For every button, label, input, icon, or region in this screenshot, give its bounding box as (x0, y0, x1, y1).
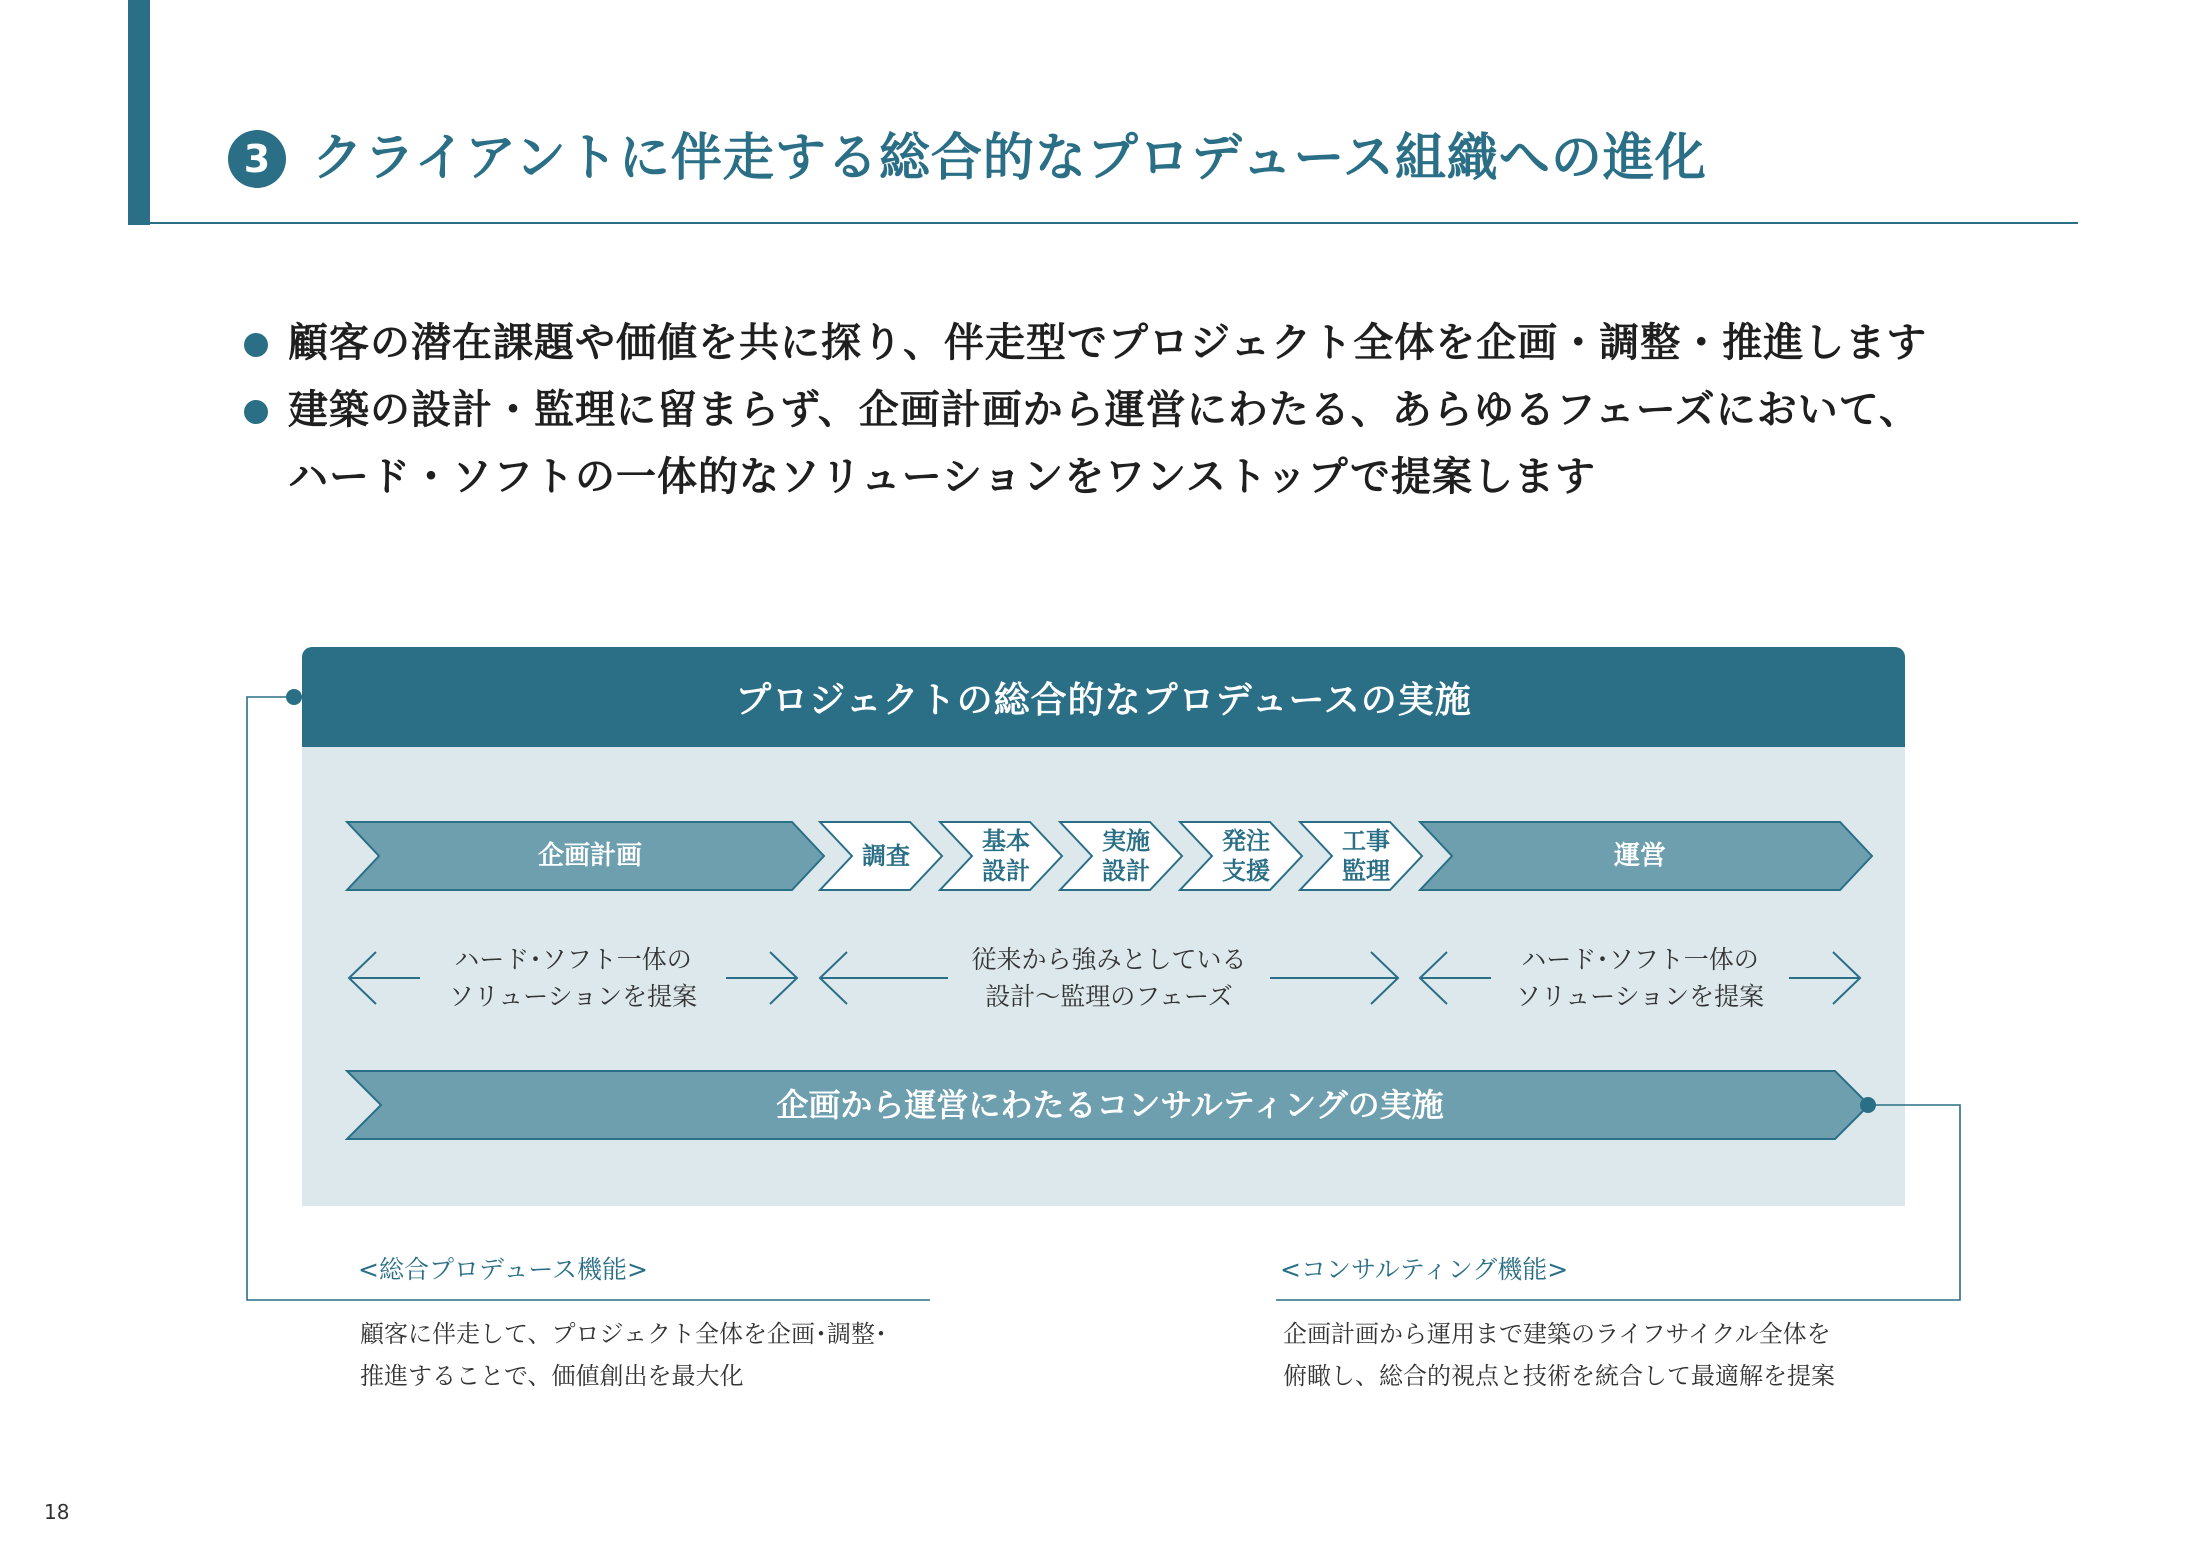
consulting-connector-dot (1860, 1097, 1876, 1113)
phase-label-procurement-line1: 発注 (1222, 827, 1270, 855)
phase-label-operation: 運営 (1613, 841, 1666, 871)
bullet-text-2-continuation: ハード・ソフトの一体的なソリューションをワンストップで提案します (288, 454, 1596, 500)
bullet-text-2: 建築の設計・監理に留まらず、企画計画から運営にわたる、あらゆるフェーズにおいて、 (288, 387, 1920, 433)
phase-label-construction-line1: 工事 (1342, 827, 1390, 855)
phase-label-construction (1326, 826, 1406, 886)
section-number-badge: 3 (228, 130, 286, 188)
produce-function-desc-line1: 顧客に伴走して、プロジェクト全体を企画･調整･ (360, 1320, 888, 1348)
note-hard-soft-left-line2: ソリューションを提案 (448, 982, 698, 1011)
note-hard-soft-right-line1: ハード･ソフト一体の (1521, 945, 1759, 974)
note-design-strength (950, 941, 1268, 1015)
phase-label-procurement (1206, 826, 1286, 886)
page-number: 18 (44, 1500, 70, 1524)
phase-label-construction-line2: 監理 (1342, 857, 1390, 885)
consulting-function-title: <コンサルティング機能> (1280, 1255, 1569, 1284)
note-hard-soft-right-line2: ソリューションを提案 (1515, 982, 1765, 1011)
phase-label-detailed-design-line2: 設計 (1102, 857, 1150, 885)
diagram-header: プロジェクトの総合的なプロデュースの実施 (302, 647, 1905, 747)
phase-label-basic-design-line2: 設計 (982, 857, 1030, 885)
produce-function-desc-line2: 推進することで、価値創出を最大化 (360, 1362, 744, 1390)
phase-label-survey: 調査 (862, 842, 910, 870)
phase-label-basic-design-line1: 基本 (982, 827, 1030, 855)
consulting-function-desc (1283, 1313, 1835, 1397)
phase-label-detailed-design (1086, 826, 1166, 886)
phase-label-procurement-line2: 支援 (1222, 857, 1270, 885)
consulting-function-desc-line1: 企画計画から運用まで建築のライフサイクル全体を (1283, 1320, 1831, 1348)
note-hard-soft-right (1493, 941, 1787, 1015)
produce-connector-dot (286, 689, 302, 705)
bullet-text-1: 顧客の潜在課題や価値を共に探り、伴走型でプロジェクト全体を企画・調整・推進します (288, 320, 1928, 366)
note-design-strength-line2: 設計～監理のフェーズ (985, 982, 1233, 1011)
note-hard-soft-left-line1: ハード･ソフト一体の (454, 945, 692, 974)
phase-label-basic-design (966, 826, 1046, 886)
produce-function-title: <総合プロデュース機能> (358, 1255, 648, 1284)
consulting-arrow-label: 企画から運営にわたるコンサルティングの実施 (776, 1086, 1444, 1124)
note-hard-soft-left (423, 941, 723, 1015)
consulting-function-desc-line2: 俯瞰し、総合的視点と技術を統合して最適解を提案 (1283, 1362, 1835, 1390)
phase-label-detailed-design-line1: 実施 (1102, 827, 1150, 855)
phase-label-planning: 企画計画 (537, 841, 642, 871)
note-design-strength-line1: 従来から強みとしている (971, 945, 1247, 974)
produce-function-desc (360, 1313, 887, 1397)
page-title: クライアントに伴走する総合的なプロデュース組織への進化 (312, 129, 1707, 188)
